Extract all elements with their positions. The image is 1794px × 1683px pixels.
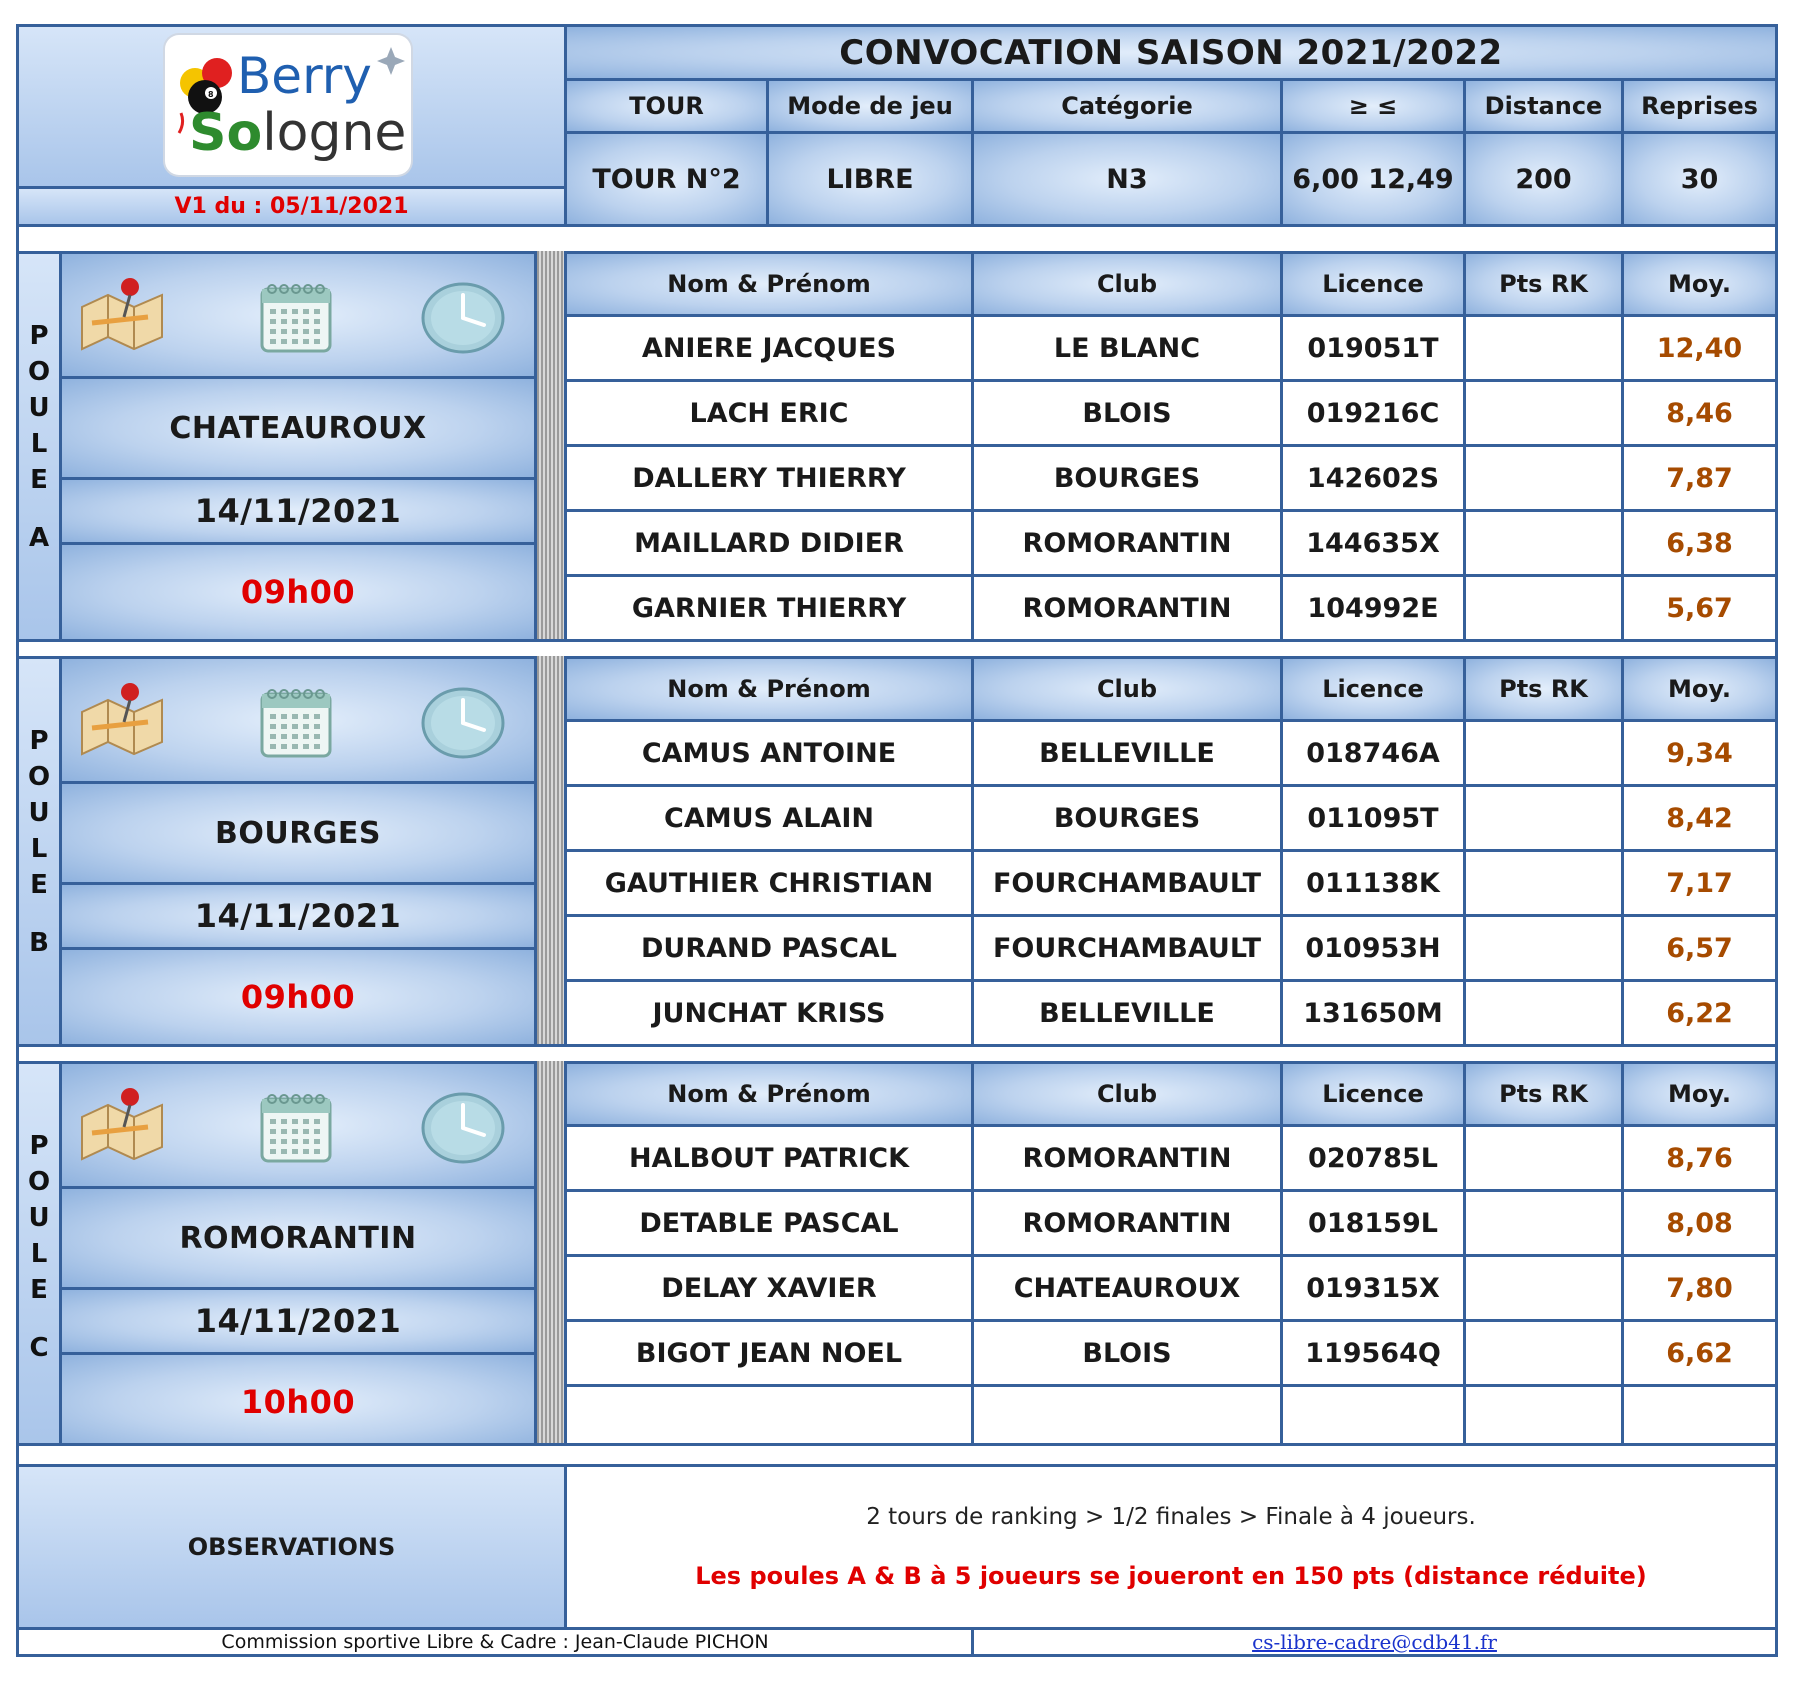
poule-1-row-0-pts (1463, 719, 1624, 787)
poule-2-row-4-pts (1463, 1384, 1624, 1452)
poule-1-separator (535, 656, 566, 1047)
poule-0-col-header-1: Club (971, 251, 1283, 317)
poule-2-row-2-pts (1463, 1254, 1624, 1322)
poule-letter: E (30, 465, 48, 495)
poule-1-row-0-licence: 018746A (1280, 719, 1466, 787)
poule-2-row-3-club: BLOIS (971, 1319, 1283, 1387)
header-col-5: Reprises (1621, 78, 1778, 134)
logo-text-so: So (189, 103, 263, 163)
poule-2-row-4-licence (1280, 1384, 1466, 1452)
poule-1-row-0-club: BELLEVILLE (971, 719, 1283, 787)
poule-2-row-0-club: ROMORANTIN (971, 1124, 1283, 1192)
poule-1-row-3-name: DURAND PASCAL (564, 914, 974, 982)
poule-1-row-3-moy: 6,57 (1621, 914, 1778, 982)
poule-1-date: 14/11/2021 (59, 882, 537, 950)
poule-0-row-3-name: MAILLARD DIDIER (564, 509, 974, 577)
header-value-0: TOUR N°2 (564, 131, 769, 227)
poule-2-row-1-name: DETABLE PASCAL (564, 1189, 974, 1257)
poule-2-col-header-3: Pts RK (1463, 1061, 1624, 1127)
poule-2-row-1-moy: 8,08 (1621, 1189, 1778, 1257)
poule-1-letters (16, 726, 62, 956)
header-col-3: ≥ ≤ (1280, 78, 1466, 134)
poule-0-row-2-moy: 7,87 (1621, 444, 1778, 512)
poule-1-row-3-pts (1463, 914, 1624, 982)
poule-2-col-header-2: Licence (1280, 1061, 1466, 1127)
poule-0-row-3-club: ROMORANTIN (971, 509, 1283, 577)
poule-0-city: CHATEAUROUX (59, 376, 537, 480)
poule-1-row-1-moy: 8,42 (1621, 784, 1778, 852)
poule-1-time: 09h00 (59, 947, 537, 1047)
header-col-0: TOUR (564, 78, 769, 134)
header-value-2: N3 (971, 131, 1283, 227)
poule-letter: U (28, 798, 50, 828)
poule-letter: P (29, 321, 49, 351)
poule-0-row-0-club: LE BLANC (971, 314, 1283, 382)
poule-letter: L (30, 429, 48, 459)
poule-2-row-2-licence: 019315X (1280, 1254, 1466, 1322)
poule-0-row-0-moy: 12,40 (1621, 314, 1778, 382)
poule-2-time: 10h00 (59, 1352, 537, 1452)
poule-2-row-4-club (971, 1384, 1283, 1452)
poule-1-row-0-moy: 9,34 (1621, 719, 1778, 787)
poule-letter: A (28, 523, 50, 553)
poule-0-row-2-club: BOURGES (971, 444, 1283, 512)
commission-text: Commission sportive Libre & Cadre : Jean-Claude PICHON (16, 1627, 974, 1657)
poule-1-row-4-moy: 6,22 (1621, 979, 1778, 1047)
poule-letter: L (30, 1239, 48, 1269)
logo-text-sologne (189, 103, 406, 163)
poule-1-col-header-3: Pts RK (1463, 656, 1624, 722)
poule-1-row-3-club: FOURCHAMBAULT (971, 914, 1283, 982)
map-pin-icon (78, 1083, 168, 1167)
email-link-text[interactable]: cs-libre-cadre@cdb41.fr (1252, 1630, 1497, 1654)
poule-0-row-1-club: BLOIS (971, 379, 1283, 447)
poule-2-row-3-moy: 6,62 (1621, 1319, 1778, 1387)
poule-2-row-2-name: DELAY XAVIER (564, 1254, 974, 1322)
poule-letter: C (29, 1333, 49, 1363)
poule-0-row-1-pts (1463, 379, 1624, 447)
header-value-5: 30 (1621, 131, 1778, 227)
poule-1-row-4-club: BELLEVILLE (971, 979, 1283, 1047)
poule-0-row-4-moy: 5,67 (1621, 574, 1778, 642)
poule-1-row-1-licence: 011095T (1280, 784, 1466, 852)
poule-1-col-header-1: Club (971, 656, 1283, 722)
calendar-icon (258, 279, 334, 359)
poule-1-row-1-club: BOURGES (971, 784, 1283, 852)
header-value-4: 200 (1463, 131, 1624, 227)
poule-2-row-3-pts (1463, 1319, 1624, 1387)
poule-1-city: BOURGES (59, 781, 537, 885)
email-link[interactable] (971, 1627, 1778, 1657)
poule-2-col-header-0: Nom & Prénom (564, 1061, 974, 1127)
observations-text (564, 1464, 1778, 1630)
poule-1-col-header-4: Moy. (1621, 656, 1778, 722)
poule-2-row-0-pts (1463, 1124, 1624, 1192)
logo-area (16, 24, 567, 189)
observation-line-1: 2 tours de ranking > 1/2 finales > Finale à 4 joueurs. (866, 1504, 1476, 1530)
poule-0-col-header-0: Nom & Prénom (564, 251, 974, 317)
poule-2-row-4-moy (1621, 1384, 1778, 1452)
poule-letter: P (29, 726, 49, 756)
poule-1-row-0-name: CAMUS ANTOINE (564, 719, 974, 787)
poule-2-row-4-name (564, 1384, 974, 1452)
poule-letter: P (29, 1131, 49, 1161)
poule-0-row-2-pts (1463, 444, 1624, 512)
clock-icon (420, 281, 506, 359)
sheet-title: CONVOCATION SAISON 2021/2022 (564, 24, 1778, 81)
poule-0-row-1-name: LACH ERIC (564, 379, 974, 447)
poule-letter: E (30, 1275, 48, 1305)
poule-1-row-3-licence: 010953H (1280, 914, 1466, 982)
poule-1-col-header-0: Nom & Prénom (564, 656, 974, 722)
header-col-2: Catégorie (971, 78, 1283, 134)
poule-letter: B (29, 928, 49, 958)
poule-0-row-1-licence: 019216C (1280, 379, 1466, 447)
berry-sologne-logo (165, 35, 411, 175)
poule-letter: O (27, 357, 51, 387)
poule-0-row-4-club: ROMORANTIN (971, 574, 1283, 642)
poule-letter: U (28, 393, 50, 423)
logo-text-berry: Berry (237, 47, 372, 105)
poule-0-col-header-2: Licence (1280, 251, 1466, 317)
poule-1-row-2-pts (1463, 849, 1624, 917)
header-col-4: Distance (1463, 78, 1624, 134)
logo-text-logne: logne (262, 103, 407, 163)
observation-line-2: Les poules A & B à 5 joueurs se joueront en 150 pts (distance réduite) (695, 1562, 1647, 1590)
poule-1-row-4-licence: 131650M (1280, 979, 1466, 1047)
poule-0-row-4-licence: 104992E (1280, 574, 1466, 642)
header-col-1: Mode de jeu (766, 78, 974, 134)
poule-0-row-3-pts (1463, 509, 1624, 577)
clock-icon (420, 686, 506, 764)
poule-2-letters (16, 1131, 62, 1361)
poule-2-city: ROMORANTIN (59, 1186, 537, 1290)
poule-0-row-3-licence: 144635X (1280, 509, 1466, 577)
spacer-before-obs (16, 1443, 1778, 1467)
poule-2-row-3-licence: 119564Q (1280, 1319, 1466, 1387)
poule-2-row-0-moy: 8,76 (1621, 1124, 1778, 1192)
poule-0-date: 14/11/2021 (59, 477, 537, 545)
poule-0-col-header-4: Moy. (1621, 251, 1778, 317)
poule-0-letters (16, 321, 62, 551)
poule-letter: U (28, 1203, 50, 1233)
poule-0-row-0-name: ANIERE JACQUES (564, 314, 974, 382)
poule-2-row-0-licence: 020785L (1280, 1124, 1466, 1192)
clock-icon (420, 1091, 506, 1169)
poule-0-row-2-name: DALLERY THIERRY (564, 444, 974, 512)
map-pin-icon (78, 273, 168, 357)
poule-1-row-2-moy: 7,17 (1621, 849, 1778, 917)
poule-0-row-4-name: GARNIER THIERRY (564, 574, 974, 642)
poule-2-date: 14/11/2021 (59, 1287, 537, 1355)
poule-0-time: 09h00 (59, 542, 537, 642)
poule-1-row-2-club: FOURCHAMBAULT (971, 849, 1283, 917)
header-value-3: 6,00 12,49 (1280, 131, 1466, 227)
poule-letter: O (27, 1167, 51, 1197)
poule-1-row-4-pts (1463, 979, 1624, 1047)
poule-letter: L (30, 834, 48, 864)
poule-1-row-2-licence: 011138K (1280, 849, 1466, 917)
poule-2-row-1-licence: 018159L (1280, 1189, 1466, 1257)
poule-0-row-0-licence: 019051T (1280, 314, 1466, 382)
spacer-strip (16, 224, 1778, 254)
poule-2-row-1-club: ROMORANTIN (971, 1189, 1283, 1257)
poule-letter: E (30, 870, 48, 900)
poule-1-row-1-pts (1463, 784, 1624, 852)
poule-2-row-1-pts (1463, 1189, 1624, 1257)
poule-0-separator (535, 251, 566, 642)
calendar-icon (258, 684, 334, 764)
header-value-1: LIBRE (766, 131, 974, 227)
poule-0-row-4-pts (1463, 574, 1624, 642)
version-date: V1 du : 05/11/2021 (16, 186, 567, 227)
poule-2-row-0-name: HALBOUT PATRICK (564, 1124, 974, 1192)
poule-0-row-0-pts (1463, 314, 1624, 382)
poule-1-col-header-2: Licence (1280, 656, 1466, 722)
poule-0-col-header-3: Pts RK (1463, 251, 1624, 317)
poule-2-col-header-4: Moy. (1621, 1061, 1778, 1127)
observations-label: OBSERVATIONS (16, 1464, 567, 1630)
poule-0-row-2-licence: 142602S (1280, 444, 1466, 512)
svg-text:8: 8 (208, 90, 214, 99)
poule-2-row-3-name: BIGOT JEAN NOEL (564, 1319, 974, 1387)
map-pin-icon (78, 678, 168, 762)
poule-2-row-2-moy: 7,80 (1621, 1254, 1778, 1322)
poule-0-row-1-moy: 8,46 (1621, 379, 1778, 447)
poule-1-row-4-name: JUNCHAT KRISS (564, 979, 974, 1047)
poule-0-row-3-moy: 6,38 (1621, 509, 1778, 577)
poule-2-separator (535, 1061, 566, 1452)
poule-1-row-2-name: GAUTHIER CHRISTIAN (564, 849, 974, 917)
poule-2-col-header-1: Club (971, 1061, 1283, 1127)
poule-letter: O (27, 762, 51, 792)
poule-2-row-2-club: CHATEAUROUX (971, 1254, 1283, 1322)
calendar-icon (258, 1089, 334, 1169)
poule-1-row-1-name: CAMUS ALAIN (564, 784, 974, 852)
